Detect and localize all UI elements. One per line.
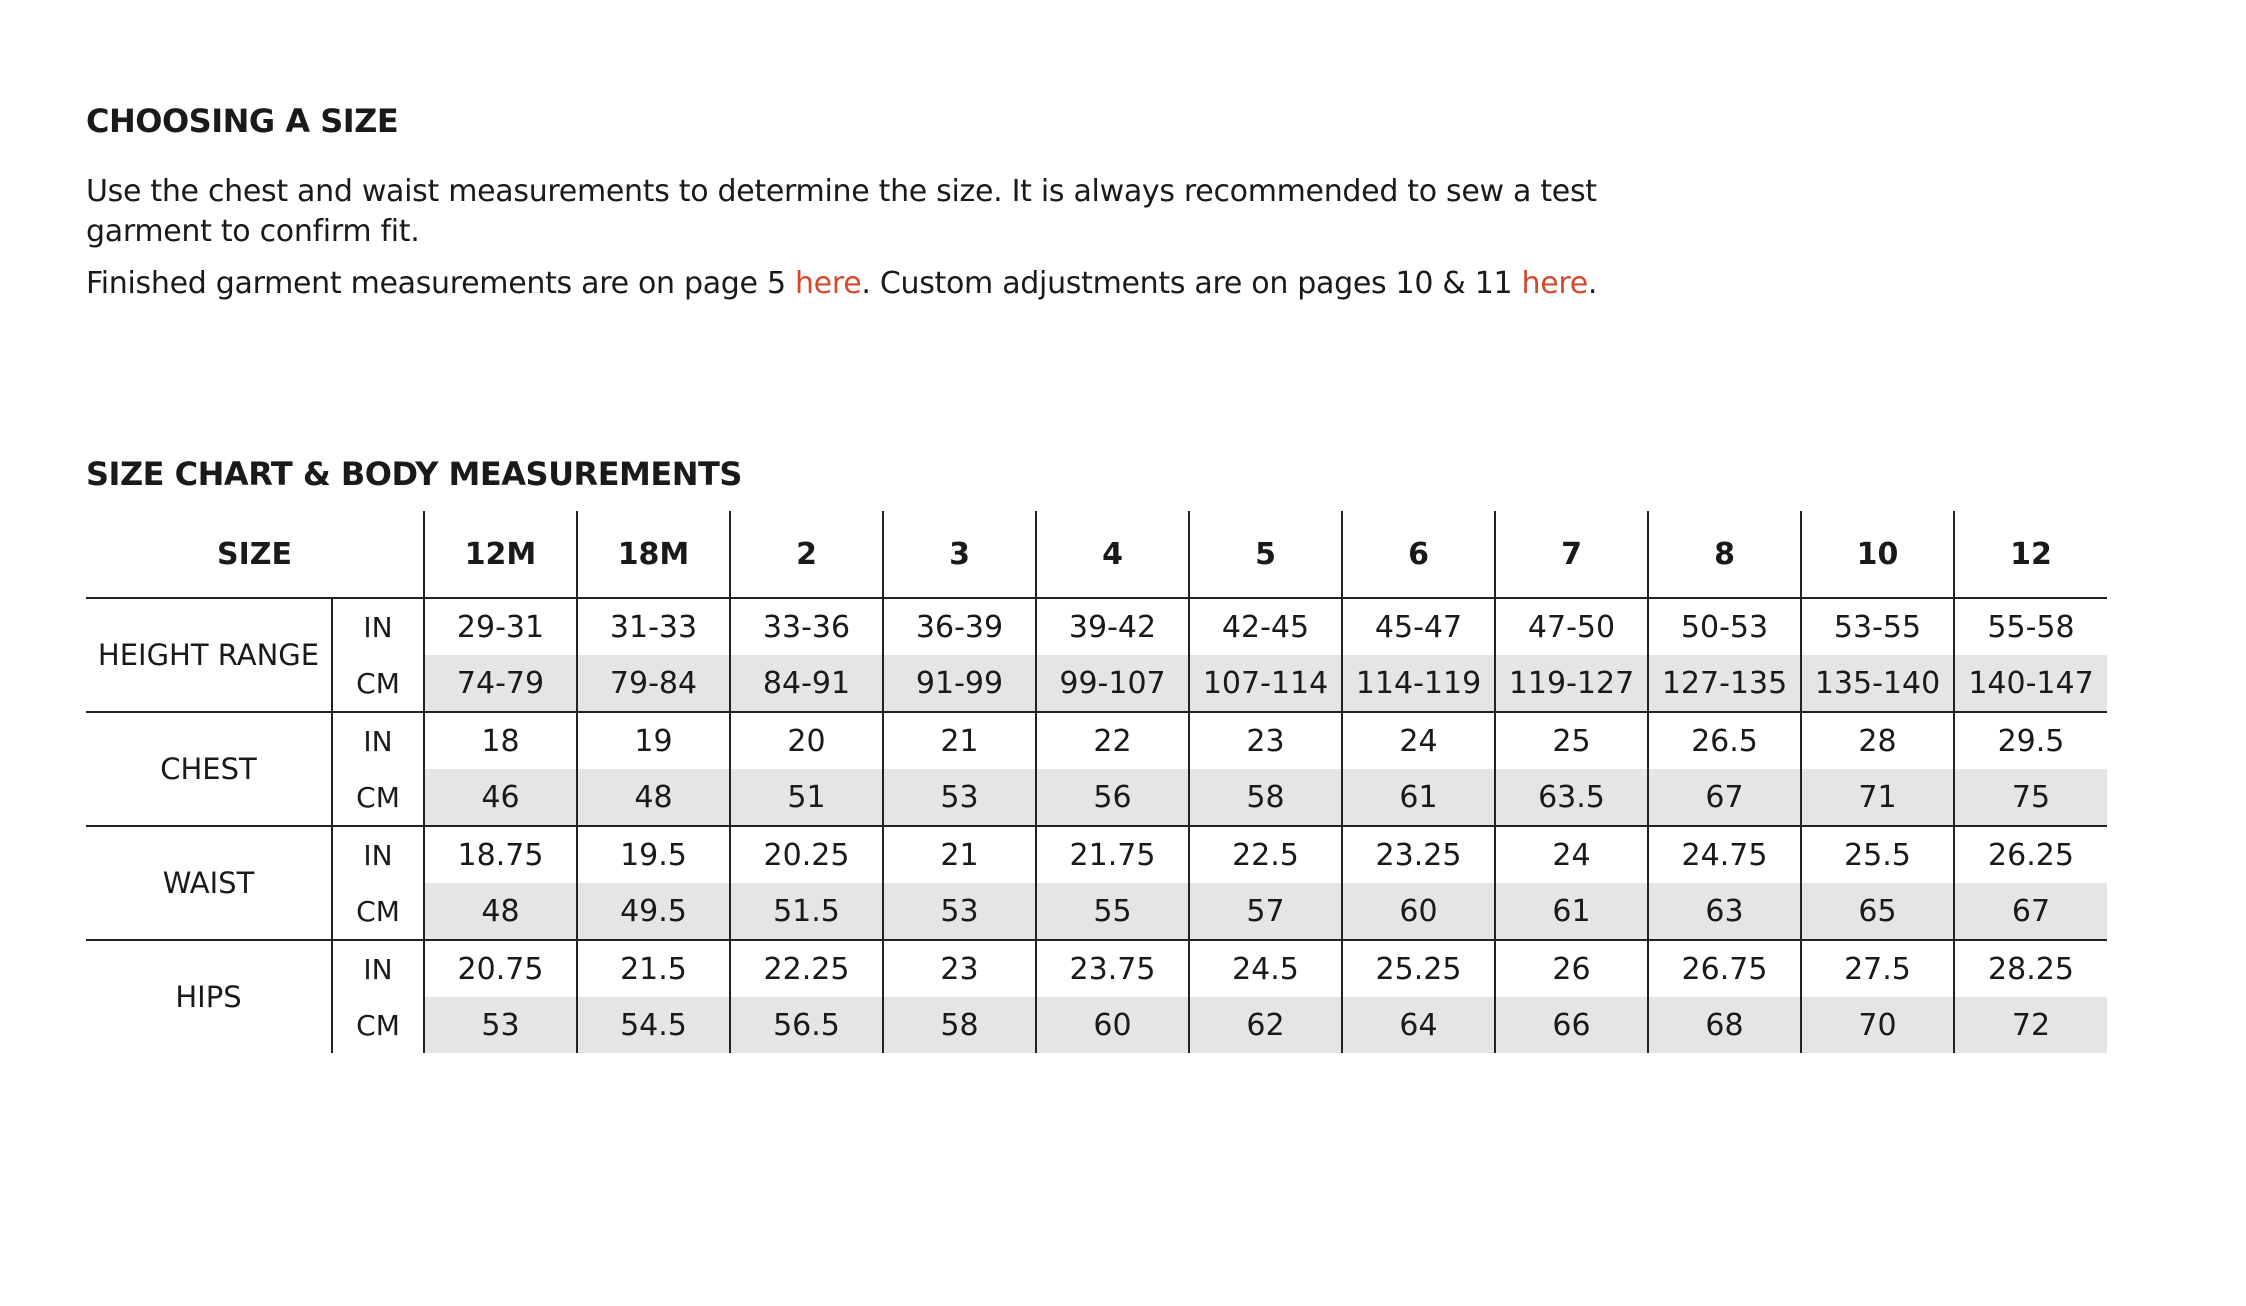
table-cell: 29-31 <box>424 598 577 655</box>
size-header-cell: 5 <box>1189 511 1342 598</box>
table-cell: 64 <box>1342 997 1495 1053</box>
table-cell: 25.5 <box>1801 826 1954 883</box>
table-cell: 21 <box>883 826 1036 883</box>
table-cell: 54.5 <box>577 997 730 1053</box>
table-cell: 68 <box>1648 997 1801 1053</box>
size-header-cell: 10 <box>1801 511 1954 598</box>
table-cell: 127-135 <box>1648 655 1801 712</box>
table-cell: 70 <box>1801 997 1954 1053</box>
table-cell: 60 <box>1342 883 1495 940</box>
table-cell: 55 <box>1036 883 1189 940</box>
table-cell: 71 <box>1801 769 1954 826</box>
measurement-label: HIPS <box>175 980 242 1014</box>
size-header-cell: 12 <box>1954 511 2107 598</box>
table-cell: 25 <box>1495 712 1648 769</box>
table-cell: 56.5 <box>730 997 883 1053</box>
choosing-size-instructions: Use the chest and waist measurements to determine the size. It is always recommended to sew a test garment to confirm fit. <box>86 174 1597 249</box>
size-chart-heading: SIZE CHART & BODY MEASUREMENTS <box>86 455 742 493</box>
table-row <box>86 598 2107 655</box>
unit-label-cm: CM <box>332 883 424 940</box>
table-cell: 21.5 <box>577 940 730 997</box>
size-column-label: SIZE <box>86 511 424 598</box>
table-cell: 53-55 <box>1801 598 1954 655</box>
table-cell: 61 <box>1495 883 1648 940</box>
table-cell: 26.5 <box>1648 712 1801 769</box>
table-cell: 23 <box>883 940 1036 997</box>
table-cell: 22.5 <box>1189 826 1342 883</box>
table-cell: 135-140 <box>1801 655 1954 712</box>
table-row <box>86 655 2107 712</box>
table-cell: 67 <box>1954 883 2107 940</box>
measurement-label: CHEST <box>86 712 332 826</box>
table-cell: 63 <box>1648 883 1801 940</box>
table-cell: 31-33 <box>577 598 730 655</box>
table-cell: 55-58 <box>1954 598 2107 655</box>
table-row <box>86 769 2107 826</box>
table-cell: 22.25 <box>730 940 883 997</box>
unit-label-cm: CM <box>332 655 424 712</box>
table-cell: 29.5 <box>1954 712 2107 769</box>
size-header-cell: 7 <box>1495 511 1648 598</box>
table-row <box>86 940 2107 997</box>
size-header-cell: 3 <box>883 511 1036 598</box>
table-row <box>86 826 2107 883</box>
table-cell: 48 <box>424 883 577 940</box>
measurement-label: HEIGHT RANGE <box>86 598 332 712</box>
table-cell: 99-107 <box>1036 655 1189 712</box>
table-cell: 62 <box>1189 997 1342 1053</box>
table-cell: 53 <box>883 769 1036 826</box>
table-cell: 26.75 <box>1648 940 1801 997</box>
table-cell: 107-114 <box>1189 655 1342 712</box>
table-cell: 33-36 <box>730 598 883 655</box>
table-cell: 67 <box>1648 769 1801 826</box>
table-cell: 20.75 <box>424 940 577 997</box>
table-cell: 114-119 <box>1342 655 1495 712</box>
size-header-cell: 2 <box>730 511 883 598</box>
table-cell: 46 <box>424 769 577 826</box>
unit-label-in: IN <box>332 712 424 769</box>
table-cell: 63.5 <box>1495 769 1648 826</box>
table-cell: 18.75 <box>424 826 577 883</box>
table-cell: 39-42 <box>1036 598 1189 655</box>
table-cell: 53 <box>883 883 1036 940</box>
table-cell: 28.25 <box>1954 940 2107 997</box>
table-cell: 45-47 <box>1342 598 1495 655</box>
table-cell: 21.75 <box>1036 826 1189 883</box>
table-cell: 49.5 <box>577 883 730 940</box>
garment-measurements-link[interactable]: here <box>794 266 862 301</box>
size-header-cell: 12M <box>424 511 577 598</box>
reference-text-end: . <box>1587 266 1598 301</box>
table-cell: 75 <box>1954 769 2107 826</box>
table-cell: 26.25 <box>1954 826 2107 883</box>
table-cell: 19.5 <box>577 826 730 883</box>
table-cell: 79-84 <box>577 655 730 712</box>
size-header-cell: 18M <box>577 511 730 598</box>
table-cell: 74-79 <box>424 655 577 712</box>
table-cell: 24 <box>1342 712 1495 769</box>
table-cell: 84-91 <box>730 655 883 712</box>
table-cell: 60 <box>1036 997 1189 1053</box>
table-cell: 72 <box>1954 997 2107 1053</box>
table-cell: 58 <box>883 997 1036 1053</box>
table-cell: 28 <box>1801 712 1954 769</box>
size-header-cell: 6 <box>1342 511 1495 598</box>
table-cell: 140-147 <box>1954 655 2107 712</box>
table-cell: 53 <box>424 997 577 1053</box>
table-row <box>86 883 2107 940</box>
table-cell: 36-39 <box>883 598 1036 655</box>
table-cell: 22 <box>1036 712 1189 769</box>
table-cell: 48 <box>577 769 730 826</box>
table-cell: 51 <box>730 769 883 826</box>
table-cell: 56 <box>1036 769 1189 826</box>
table-cell: 23.25 <box>1342 826 1495 883</box>
table-cell: 58 <box>1189 769 1342 826</box>
table-cell: 61 <box>1342 769 1495 826</box>
table-cell: 19 <box>577 712 730 769</box>
table-cell: 23.75 <box>1036 940 1189 997</box>
unit-label-in: IN <box>332 940 424 997</box>
unit-label-cm: CM <box>332 769 424 826</box>
unit-label-in: IN <box>332 598 424 655</box>
measurement-label: WAIST <box>86 826 332 940</box>
unit-label-in: IN <box>332 826 424 883</box>
table-cell: 91-99 <box>883 655 1036 712</box>
table-cell: 42-45 <box>1189 598 1342 655</box>
reference-text-start: Finished garment measurements are on page 5 <box>86 266 795 301</box>
table-cell: 65 <box>1801 883 1954 940</box>
size-header-row <box>86 511 2107 598</box>
size-header-cell: 8 <box>1648 511 1801 598</box>
table-cell: 20 <box>730 712 883 769</box>
size-header-cell: 4 <box>1036 511 1189 598</box>
table-cell: 119-127 <box>1495 655 1648 712</box>
unit-label-cm: CM <box>332 997 424 1053</box>
table-cell: 24.5 <box>1189 940 1342 997</box>
table-cell: 26 <box>1495 940 1648 997</box>
table-cell: 50-53 <box>1648 598 1801 655</box>
custom-adjustments-link[interactable]: here <box>1521 266 1588 301</box>
table-row <box>86 712 2107 769</box>
table-cell: 24.75 <box>1648 826 1801 883</box>
choosing-size-heading: CHOOSING A SIZE <box>86 102 399 140</box>
table-cell: 66 <box>1495 997 1648 1053</box>
table-cell: 23 <box>1189 712 1342 769</box>
table-cell: 20.25 <box>730 826 883 883</box>
table-row <box>86 997 2107 1053</box>
reference-text-middle: . Custom adjustments are on pages 10 & 11 <box>861 266 1522 301</box>
table-cell: 25.25 <box>1342 940 1495 997</box>
table-cell: 27.5 <box>1801 940 1954 997</box>
reference-note <box>86 264 1786 304</box>
size-chart-table <box>86 511 2107 1053</box>
table-cell: 57 <box>1189 883 1342 940</box>
table-cell: 21 <box>883 712 1036 769</box>
table-cell: 18 <box>424 712 577 769</box>
table-cell: 24 <box>1495 826 1648 883</box>
table-cell: 51.5 <box>730 883 883 940</box>
table-cell: 47-50 <box>1495 598 1648 655</box>
